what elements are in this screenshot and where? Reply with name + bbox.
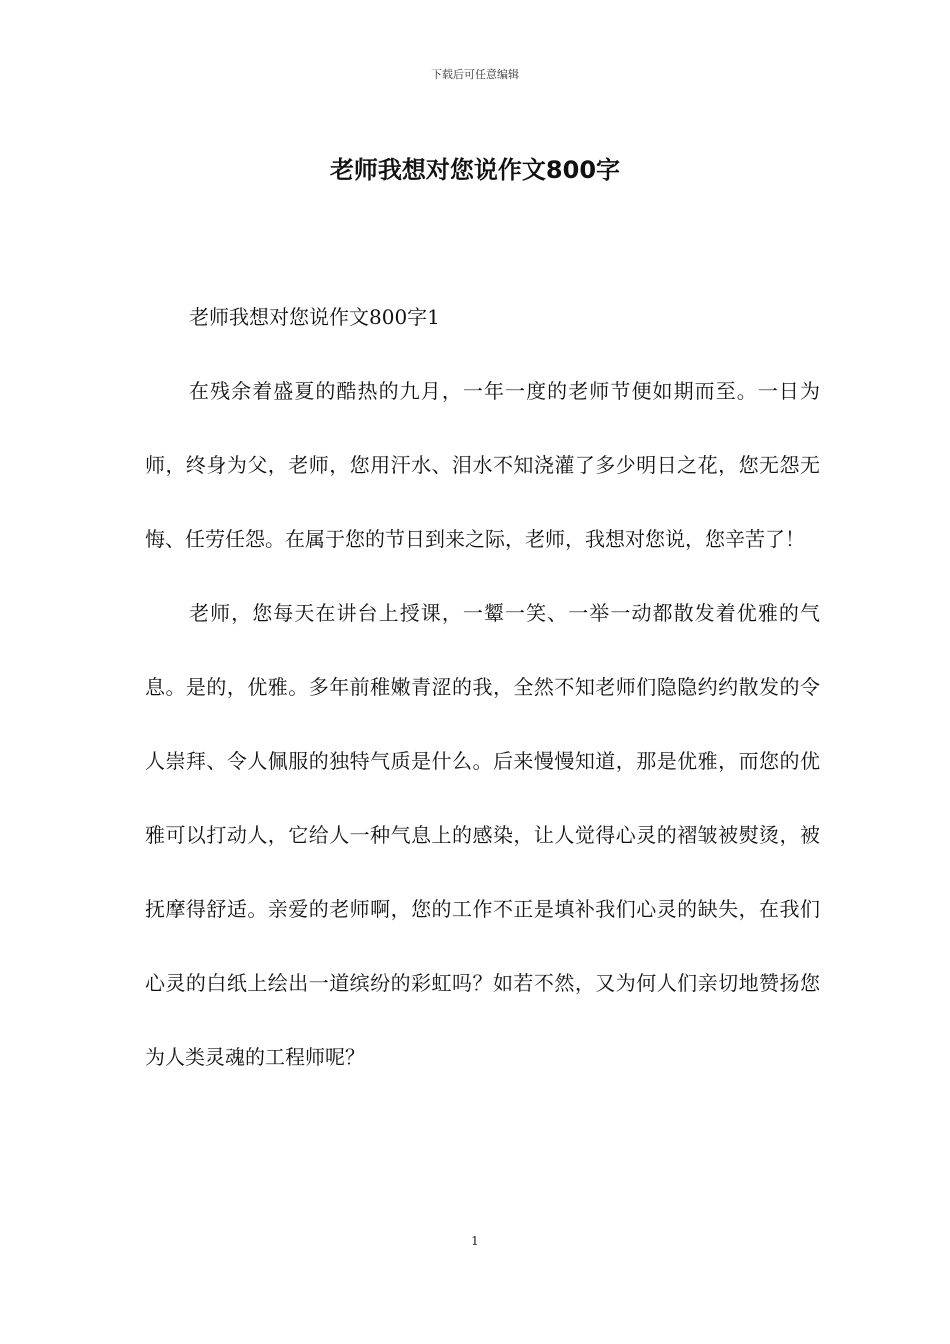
paragraph-1: 在残余着盛夏的酷热的九月，一年一度的老师节便如期而至。一日为师，终身为父，老师，您用汗水、泪水不知浇灌了多少明日之花，您无怨无悔、任劳任怨。在属于您的节日到来之际，老师，我想对您说，您辛苦了！ (145, 379, 820, 551)
document-body (145, 280, 820, 1094)
header-note: 下载后可任意编辑 (431, 68, 519, 81)
section-heading: 老师我想对您说作文800字1 (189, 305, 440, 329)
page-number: 1 (471, 1234, 479, 1248)
document-title: 老师我想对您说作文800字 (329, 156, 621, 184)
paragraph-2: 老师，您每天在讲台上授课，一颦一笑、一举一动都散发着优雅的气息。是的，优雅。多年前稚嫩青涩的我，全然不知老师们隐隐约约散发的令人崇拜、令人佩服的独特气质是什么。后来慢慢知道，那是优雅，而您的优雅可以打动人，它给人一种气息上的感染，让人觉得心灵的褶皱被熨烫，被抚摩得舒适。亲爱的老师啊，您的工作不正是填补我们心灵的缺失，在我们心灵的白纸上绘出一道缤纷的彩虹吗？如若不然，又为何人们亲切地赞扬您为人类灵魂的工程师呢？ (145, 601, 820, 1069)
